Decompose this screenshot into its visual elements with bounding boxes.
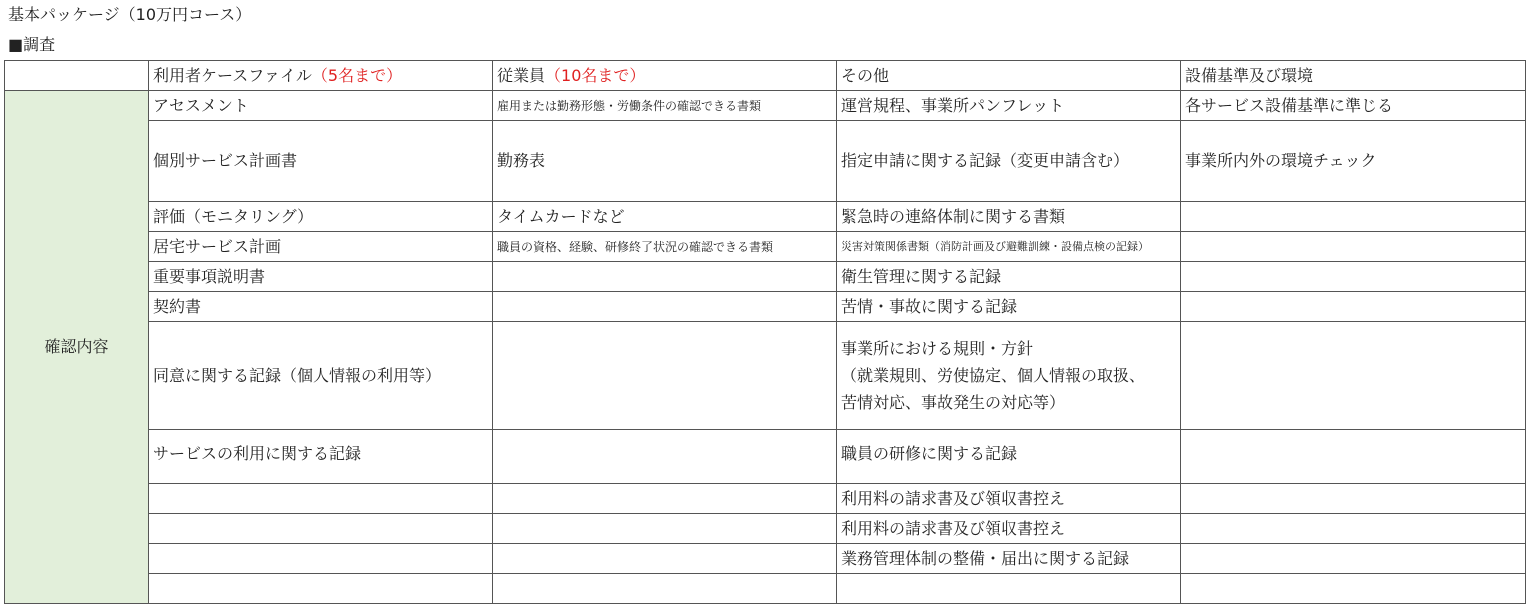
- table-cell: 業務管理体制の整備・届出に関する記録: [837, 544, 1181, 574]
- table-cell: タイムカードなど: [493, 202, 837, 232]
- table-row: [5, 292, 1526, 322]
- header-col1-label: 利用者ケースファイル: [153, 65, 312, 85]
- table-cell: 運営規程、事業所パンフレット: [837, 91, 1181, 121]
- table-row: [5, 544, 1526, 574]
- side-label-cell: 確認内容: [5, 91, 149, 604]
- table-cell: 事業所における規則・方針 （就業規則、労使協定、個人情報の取扱、 苦情対応、事故発生の対応等）: [837, 322, 1181, 430]
- page-title: 基本パッケージ（10万円コース）: [8, 5, 252, 24]
- table-cell: [493, 574, 837, 604]
- header-row: [5, 61, 1526, 91]
- table-row: [5, 574, 1526, 604]
- table-cell: [1181, 262, 1526, 292]
- table-cell: [1181, 202, 1526, 232]
- table-cell: 利用料の請求書及び領収書控え: [837, 514, 1181, 544]
- table-cell: [493, 322, 837, 430]
- header-cell-other: その他: [837, 61, 1181, 91]
- table-cell: 利用料の請求書及び領収書控え: [837, 484, 1181, 514]
- table-cell: [149, 544, 493, 574]
- table-cell: [493, 514, 837, 544]
- table-cell: [493, 262, 837, 292]
- table-cell: [1181, 484, 1526, 514]
- table-cell: [837, 574, 1181, 604]
- table-cell: 緊急時の連絡体制に関する書類: [837, 202, 1181, 232]
- table-cell: 事業所内外の環境チェック: [1181, 121, 1526, 202]
- table-cell: [1181, 292, 1526, 322]
- header-cell-employee: [493, 61, 837, 91]
- header-col2-label: 従業員: [497, 65, 546, 85]
- table-cell: [149, 574, 493, 604]
- table-cell: [493, 484, 837, 514]
- header-col2-limit: （10名まで）: [545, 65, 646, 85]
- table-cell: 居宅サービス計画: [149, 232, 493, 262]
- table-cell: [149, 484, 493, 514]
- section-title: ■調査: [8, 35, 56, 54]
- table-cell: [1181, 514, 1526, 544]
- table-cell: 重要事項説明書: [149, 262, 493, 292]
- table-cell: 契約書: [149, 292, 493, 322]
- table-cell: [1181, 322, 1526, 430]
- table-cell: [493, 292, 837, 322]
- table-cell: 評価（モニタリング）: [149, 202, 493, 232]
- header-col1-limit: （5名まで）: [311, 65, 403, 85]
- table-cell: 指定申請に関する記録（変更申請含む）: [837, 121, 1181, 202]
- table-cell: サービスの利用に関する記録: [149, 430, 493, 484]
- table-cell: 雇用または勤務形態・労働条件の確認できる書類: [493, 91, 837, 121]
- table-row: [5, 202, 1526, 232]
- table-row: [5, 430, 1526, 484]
- table-cell: 各サービス設備基準に準じる: [1181, 91, 1526, 121]
- table-cell: [1181, 232, 1526, 262]
- table-cell: 衛生管理に関する記録: [837, 262, 1181, 292]
- table-cell: 職員の資格、経験、研修終了状況の確認できる書類: [493, 232, 837, 262]
- table-row: [5, 262, 1526, 292]
- table-row: [5, 91, 1526, 121]
- table-cell: [493, 430, 837, 484]
- table-row: [5, 322, 1526, 430]
- table-cell: [493, 544, 837, 574]
- table-cell: 苦情・事故に関する記録: [837, 292, 1181, 322]
- table-row: [5, 121, 1526, 202]
- header-cell-user-case-file: [149, 61, 493, 91]
- header-cell-facility: 設備基準及び環境: [1181, 61, 1526, 91]
- table-cell: [1181, 544, 1526, 574]
- table-cell: [1181, 430, 1526, 484]
- table-row: [5, 232, 1526, 262]
- table-cell: 職員の研修に関する記録: [837, 430, 1181, 484]
- table-cell: 勤務表: [493, 121, 837, 202]
- table-row: [5, 514, 1526, 544]
- table-cell: 個別サービス計画書: [149, 121, 493, 202]
- table-cell: [149, 514, 493, 544]
- table-cell: 災害対策関係書類（消防計画及び避難訓練・設備点検の記録）: [837, 232, 1181, 262]
- table-cell: 同意に関する記録（個人情報の利用等）: [149, 322, 493, 430]
- survey-table: [4, 60, 1526, 604]
- header-cell-blank: [5, 61, 149, 91]
- table-row: [5, 484, 1526, 514]
- table-cell: [1181, 574, 1526, 604]
- table-cell: アセスメント: [149, 91, 493, 121]
